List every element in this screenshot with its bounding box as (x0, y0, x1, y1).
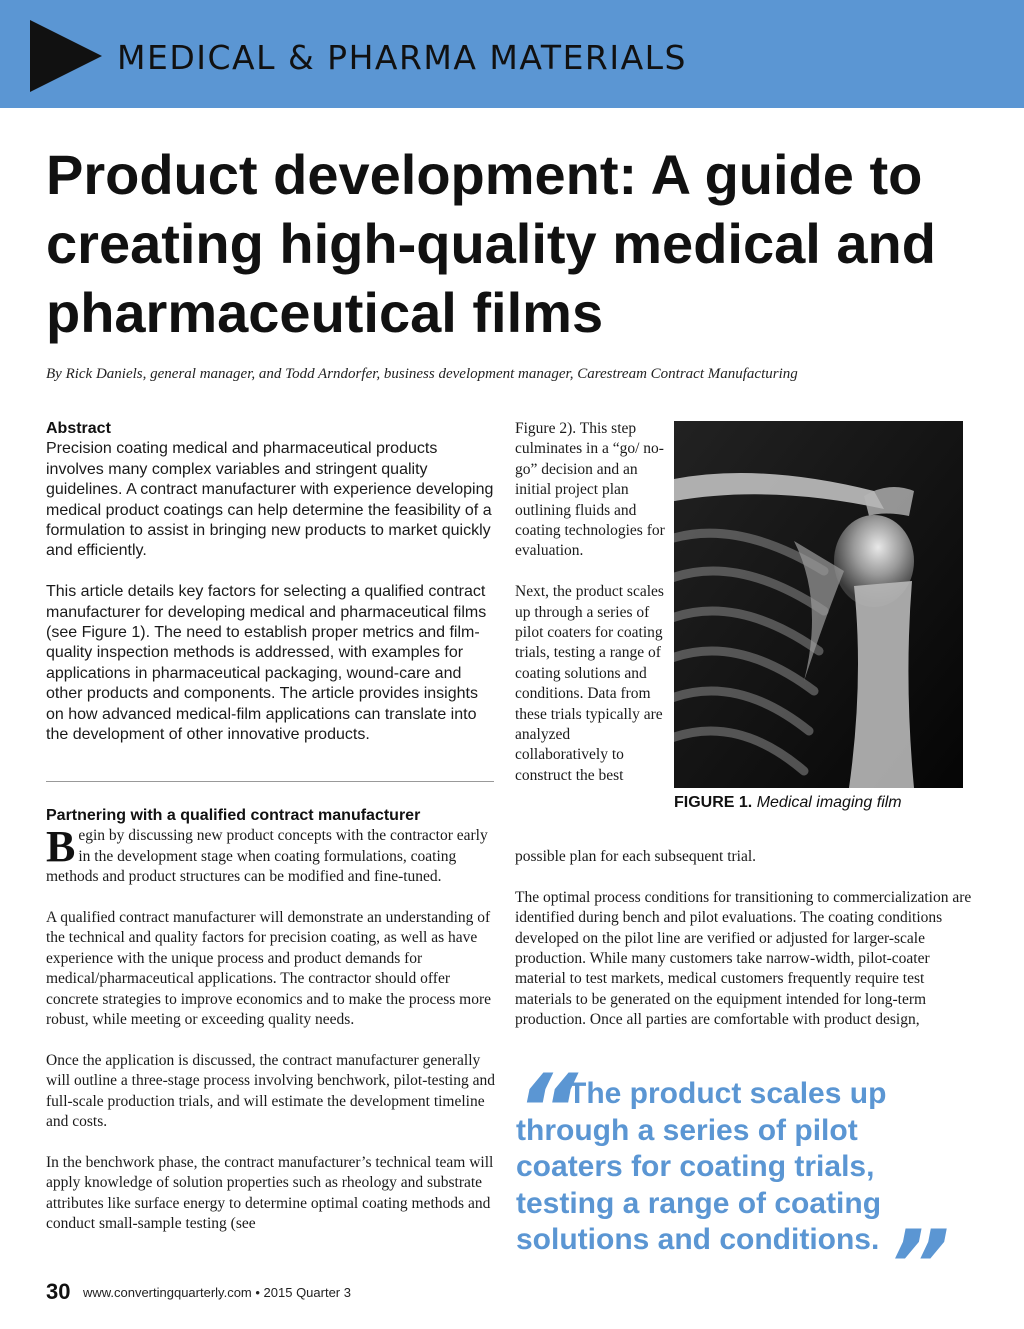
figure-1-image (674, 421, 963, 788)
open-quote-icon: “ (516, 1054, 578, 1166)
figure-caption-text: Medical imaging film (756, 794, 902, 811)
footer-info: www.convertingquarterly.com • 2015 Quarter 3 (82, 1284, 351, 1300)
abstract-heading: Abstract (46, 420, 111, 437)
figure-1-caption (674, 794, 902, 812)
page-number: 30 (46, 1279, 71, 1304)
body-paragraph-6: Next, the product scales up through a series of pilot coaters for coating trials, testing a range of coating solutions and conditions. Data from these trials typically are analyzed collaboratively to construct the best (515, 583, 664, 784)
close-quote-icon: ” (888, 1210, 950, 1322)
byline: By Rick Daniels, general manager, and Todd Arndorfer, business development manager, Carestream Contract Manufacturing (46, 366, 798, 382)
section-label: MEDICAL & PHARMA MATERIALS (117, 38, 687, 77)
body-paragraph-1-text: egin by discussing new product concepts with the contractor early in the development stage when coating formulations, coating methods and product structures can be modified and fine-tuned. (46, 827, 488, 886)
body-paragraph-2: A qualified contract manufacturer will demonstrate an understanding of the technical and quality factors for precision coating, as well as have experience with the unique process and product demands for medical/pharmaceutical applications. The contractor should offer concrete strategies to improve economics and to make the process more robust, while meeting or exceeding quality needs. (46, 909, 492, 1029)
play-arrow-icon (30, 20, 102, 92)
body-paragraph-1 (46, 822, 496, 887)
article-title: Product development: A guide to creating high-quality medical and pharmaceutical films (46, 143, 936, 344)
page-footer (46, 1279, 351, 1305)
section-partnering (46, 806, 496, 1234)
abstract-paragraph-1: Precision coating medical and pharmaceutical products involves many complex variables and stringent quality guidelines. A contract manufacturer with experience developing medical product coatings can help determine the feasibility of a formulation to assist in bringing new products to market quickly and efficiently. (46, 440, 494, 560)
figure-label: FIGURE 1. (674, 794, 753, 811)
pull-quote-text: The product scales up through a series of pilot coaters for coating trials, testing a range of coating solutions and conditions. (516, 1077, 887, 1256)
section-banner (0, 0, 1024, 108)
right-column-wide (515, 847, 975, 1031)
abstract-paragraph-2: This article details key factors for selecting a qualified contract manufacturer for developing medical and pharmaceutical films (see Figure 1). The need to establish proper metrics and film-quality inspection methods is addressed, with examples for applications in pharmaceutical packaging, wound-care and other products and components. The article provides insights on how advanced medical-film applications can translate into the development of other innovative products. (46, 583, 487, 744)
body-paragraph-5: Figure 2). This step culminates in a “go/ no-go” decision and an initial project plan outlining fluids and coating technologies for evaluation. (515, 420, 665, 560)
body-paragraph-3: Once the application is discussed, the contract manufacturer generally will outline a three-stage process involving benchwork, pilot-testing and full-scale production trials, and will estimate the development timeline and costs. (46, 1051, 495, 1131)
section-divider (46, 781, 494, 782)
xray-shoulder-image (674, 421, 963, 788)
body-paragraph-4: In the benchwork phase, the contract manufacturer’s technical team will apply knowledge of solution properties such as rheology and substrate attributes like surface energy to determine optimal coating methods and conduct small-sample testing (see (46, 1153, 494, 1233)
abstract-block (46, 419, 496, 745)
drop-cap: B (46, 822, 76, 872)
right-column-narrow (515, 419, 665, 786)
section-heading: Partnering with a qualified contract manufacturer (46, 807, 421, 824)
body-paragraph-7: The optimal process conditions for transitioning to commercialization are identified during bench and pilot evaluations. The coating conditions developed on the pilot line are verified or adjusted for larger-scale production. While many customers take narrow-width, pilot-coater material to test markets, medical customers frequently require test materials to be generated on the equipment intended for long-term production. Once all parties are comfortable with product design, (515, 888, 972, 1029)
pull-quote (516, 1076, 936, 1259)
body-paragraph-6-end: possible plan for each subsequent trial. (515, 848, 757, 865)
